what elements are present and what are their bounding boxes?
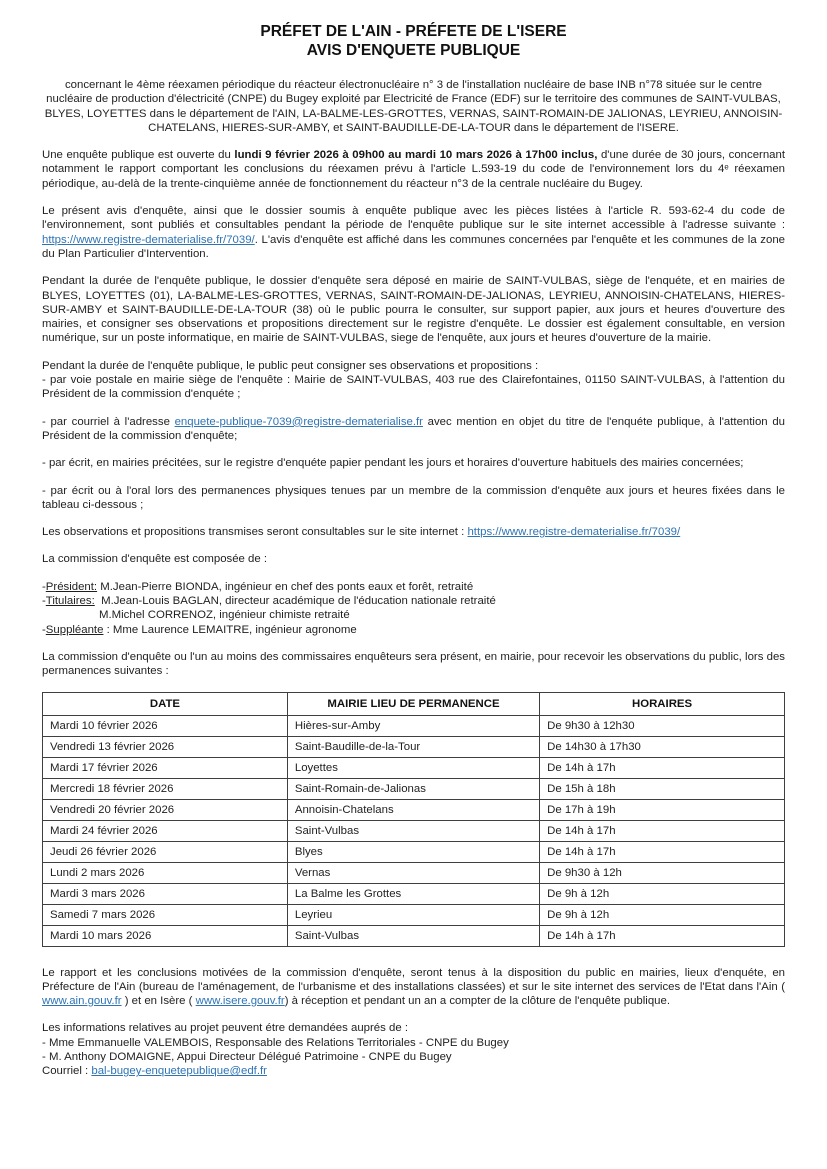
observations-intro: Pendant la durée de l'enquête publique, le public peut consigner ses observations et propositions : [42, 359, 539, 372]
courriel-label: Courriel : [42, 1065, 92, 1078]
contact-domaigne: - M. Anthony DOMAIGNE, Appui Directeur Délégué Patrimoine - CNPE du Bugey [42, 1050, 452, 1063]
table-header-row [43, 692, 785, 715]
titulaires-text: M.Jean-Louis BAGLAN, directeur académique de l'éducation nationale retraité [94, 595, 496, 608]
president-label: Président: [45, 580, 98, 593]
cell-horaires: De 17h à 19h [540, 799, 785, 820]
titulaires-label: Titulaires: [45, 595, 95, 608]
table-row [43, 841, 785, 862]
contacts-intro: Les informations relatives au projet peuvent étre demandées auprés de : [42, 1022, 408, 1035]
contacts-block [42, 1021, 785, 1078]
cell-date: Vendredi 13 février 2026 [43, 736, 288, 757]
cell-mairie: Blyes [287, 841, 539, 862]
col-header-mairie: MAIRIE LIEU DE PERMANENCE [287, 692, 539, 715]
cell-horaires: De 14h à 17h [540, 757, 785, 778]
cell-date: Mardi 17 février 2026 [43, 757, 288, 778]
cell-date: Samedi 7 mars 2026 [43, 904, 288, 925]
table-row [43, 862, 785, 883]
permanences-table [42, 692, 785, 947]
ain-gouv-link[interactable]: www.ain.gouv.fr [42, 995, 122, 1008]
commission-titulaires [42, 594, 785, 608]
opening-text-pre: Une enquête publique est ouverte du [42, 149, 235, 162]
cell-mairie: Hières-sur-Amby [287, 715, 539, 736]
titulaires-dash: - [42, 595, 46, 608]
cell-date: Mardi 3 mars 2026 [43, 883, 288, 904]
col-header-horaires: HORAIRES [540, 692, 785, 715]
edf-email-link[interactable]: bal-bugey-enquetepublique@edf.fr [91, 1065, 267, 1078]
cell-horaires: De 14h à 17h [540, 925, 785, 946]
rapport-text-mid: ) et en Isère ( [121, 995, 196, 1008]
cell-date: Jeudi 26 février 2026 [43, 841, 288, 862]
table-row [43, 925, 785, 946]
consultable-text-pre: Les observations et propositions transmises seront consultables sur le site internet : [42, 526, 468, 539]
cell-date: Mardi 24 février 2026 [43, 820, 288, 841]
suppleante-text: : Mme Laurence LEMAITRE, ingénieur agronome [103, 623, 357, 636]
cell-horaires: De 9h30 à 12h30 [540, 715, 785, 736]
opening-paragraph [42, 148, 785, 191]
bullet-ecrit: - par écrit, en mairies précitées, sur le registre d'enquéte papier pendant les jours et horaires d'ouverture habituels des mairies concernées; [42, 457, 744, 470]
cell-mairie: Saint-Romain-de-Jalionas [287, 778, 539, 799]
rapport-text-post: ) à réception et pendant un an a compter de la clôture de l'enquête publique. [284, 995, 670, 1008]
cell-horaires: De 14h à 17h [540, 841, 785, 862]
dossier-paragraph: Pendant la durée de l'enquête publique, le dossier d'enquête sera déposé en mairie de SAINT-VULBAS, siège de l'enquéte, et en mairies de BLYES, LOYETTES (01), LA-BALME-LES-GROTTES, VERNAS, SAINT-ROMAIN-DE-JALIONAS, LEYRIEU, ANNOISIN-CHATELANS, HIERES-SUR-AMBY et SAINT-BAUDILLE-DE-LA-TOUR (38) où le public pourra le consulter, sur support papier, aux jours et heures d'ouverture des mairies, et consigner ses observations et propositions directement sur le registre d'enquête. Le dossier est également consultable, en version numérique, sur un poste informatique, en mairie de SAINT-VULBAS, siege de l'enquête, aux jours et heures d'ouverture de la mairie. [42, 275, 785, 345]
presence-paragraph: La commission d'enquête ou l'un au moins des commissaires enquêteurs sera présent, en mairie, pour recevoir les observations du public, lors des permanences suivantes : [42, 650, 785, 678]
bullet-postal: - par voie postale en mairie siège de l'enquête : Mairie de SAINT-VULBAS, 403 rue des Clairefontaines, 01150 SAINT-VULBAS, à l'attention du Président de la commission d'enquéte ; [42, 374, 785, 401]
courriel-text-pre: - par courriel à l'adresse [42, 415, 175, 428]
table-row [43, 799, 785, 820]
cell-mairie: La Balme les Grottes [287, 883, 539, 904]
isere-gouv-link[interactable]: www.isere.gouv.fr [195, 995, 285, 1008]
cell-mairie: Saint-Vulbas [287, 820, 539, 841]
page-title-line1: PRÉFET DE L'AIN - PRÉFETE DE L'ISERE [260, 23, 567, 40]
cell-horaires: De 14h à 17h [540, 820, 785, 841]
opening-text-post: d'une durée de 30 jours, concernant notamment le rapport comportant les conclusions du réexamen prévu à l'article L.593-19 du code de l'environnement lors du 4ᵉ réexamen périodique, au-delà de la trente-cinquième année de fonctionnement du réacteur n°3 de la centrale nucléaire du Bugey. [42, 149, 785, 190]
cell-horaires: De 9h à 12h [540, 883, 785, 904]
cell-date: Mardi 10 février 2026 [43, 715, 288, 736]
cell-mairie: Saint-Vulbas [287, 925, 539, 946]
table-row [43, 715, 785, 736]
cell-mairie: Vernas [287, 862, 539, 883]
commission-president [42, 580, 785, 594]
rapport-paragraph [42, 966, 785, 1009]
cell-date: Vendredi 20 février 2026 [43, 799, 288, 820]
commission-intro: La commission d'enquête est composée de : [42, 553, 268, 566]
rapport-text-pre: Le rapport et les conclusions motivées de la commission d'enquête, seront tenus à la disposition du public en mairies, lieux d'enquéte, en Préfecture de l'Ain (bureau de l'aménagement, de l'urbanisme et des installations classées) et sur le site internet des services de l'Etat dans l'Ain ( [42, 966, 785, 993]
registre-dematerialise-link[interactable]: https://www.registre-dematerialise.fr/7039/ [42, 233, 255, 246]
cell-mairie: Loyettes [287, 757, 539, 778]
cell-date: Mercredi 18 février 2026 [43, 778, 288, 799]
commission-members-list [42, 580, 785, 637]
cell-mairie: Saint-Baudille-de-la-Tour [287, 736, 539, 757]
courriel-line [42, 1064, 785, 1078]
registre-dematerialise-link-2[interactable]: https://www.registre-dematerialise.fr/7039/ [467, 526, 681, 539]
president-dash: - [42, 580, 46, 593]
cell-horaires: De 15h à 18h [540, 778, 785, 799]
page-title-line2: AVIS D'ENQUETE PUBLIQUE [306, 42, 521, 59]
courriel-text-post: avec mention en objet du titre de l'enquéte publique, à l'attention du Président de la commission d'enquête; [42, 415, 785, 442]
publication-text-post: . L'avis d'enquête est affiché dans les communes concernées par l'enquête et les communes de la zone du Plan Particulier d'Intervention. [42, 233, 785, 260]
cell-mairie: Leyrieu [287, 904, 539, 925]
cell-date: Mardi 10 mars 2026 [43, 925, 288, 946]
table-row [43, 757, 785, 778]
commission-suppleante [42, 623, 785, 637]
consultable-line [42, 525, 785, 539]
col-header-date: DATE [43, 692, 288, 715]
cell-horaires: De 9h à 12h [540, 904, 785, 925]
table-row [43, 820, 785, 841]
cell-date: Lundi 2 mars 2026 [43, 862, 288, 883]
cell-horaires: De 9h30 à 12h [540, 862, 785, 883]
president-text: M.Jean-Pierre BIONDA, ingénieur en chef des ponts eaux et forêt, retraité [97, 580, 474, 593]
enquete-email-link[interactable]: enquete-publique-7039@registre-dematerialise.fr [174, 415, 423, 428]
suppleante-label: Suppléante [45, 623, 104, 636]
inquiry-dates-bold: lundi 9 février 2026 à 09h00 au mardi 10 mars 2026 à 17h00 inclus, [234, 149, 598, 162]
intro-paragraph: concernant le 4ème réexamen périodique du réacteur électronucléaire n° 3 de l'installation nucléaire de base INB n°78 située sur le centre nucléaire de production d'électricité (CNPE) du Bugey exploité par Electricité de France (EDF) sur le territoire des communes de SAINT-VULBAS, BLYES, LOYETTES dans le département de l'AIN, LA-BALME-LES-GROTTES, VERNAS, SAINT-ROMAIN-DE JALIONAS, LEYRIEU, ANNOISIN-CHATELANS, HIERES-SUR-AMBY, et SAINT-BAUDILLE-DE-LA-TOUR dans le département de l'ISERE. [44, 79, 783, 134]
commission-titulaire-2: M.Michel CORRENOZ, ingénieur chimiste retraité [99, 609, 350, 622]
contact-valembois: - Mme Emmanuelle VALEMBOIS, Responsable des Relations Territoriales - CNPE du Bugey [42, 1036, 509, 1049]
table-row [43, 883, 785, 904]
bullet-oral: - par écrit ou à l'oral lors des permanences physiques tenues par un membre de la commission d'enquête aux jours et heures fixées dans le tableau ci-dessous ; [42, 484, 785, 511]
table-row [43, 904, 785, 925]
table-row [43, 778, 785, 799]
table-row [43, 736, 785, 757]
cell-mairie: Annoisin-Chatelans [287, 799, 539, 820]
bullet-courriel [42, 415, 785, 444]
suppleante-dash: - [42, 623, 46, 636]
publication-paragraph [42, 204, 785, 261]
cell-horaires: De 14h30 à 17h30 [540, 736, 785, 757]
publication-text-pre: Le présent avis d'enquête, ainsi que le dossier soumis à enquête publique avec les pièces listées à l'article R. 593-62-4 du code de l'environnement, sont publiés et consultables pendant la période de l'enquête publique sur le site internet accessible à l'adresse suivante : [42, 205, 785, 232]
